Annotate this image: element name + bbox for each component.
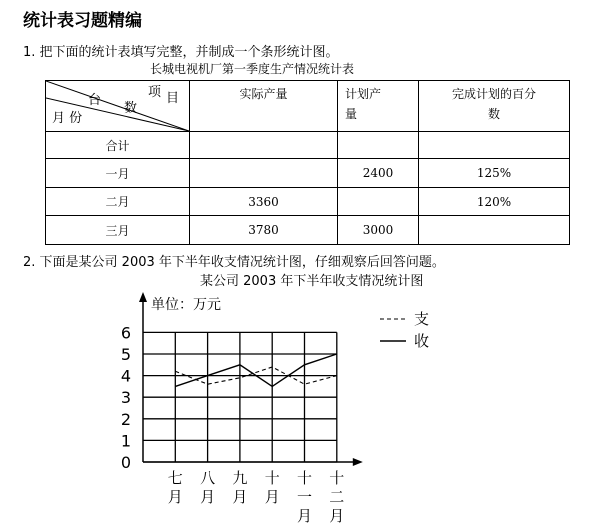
cell-actual: 3360 — [190, 188, 338, 216]
chart-legend — [380, 310, 429, 350]
line-chart — [0, 290, 615, 525]
cell-plan: 3000 — [338, 216, 419, 245]
row-label: 三月 — [46, 216, 190, 245]
row-label: 二月 — [46, 188, 190, 216]
y-tick-label: 5 — [120, 345, 131, 364]
cell-percent — [419, 216, 570, 245]
y-tick-label: 6 — [120, 323, 131, 343]
diag-label-yuefen: 月 份 — [52, 111, 83, 126]
cell-percent: 120% — [419, 188, 570, 216]
legend-label: 支 — [414, 310, 430, 328]
chart-caption: 某公司 2003 年下半年收支情况统计图 — [200, 274, 424, 289]
x-tick-label: 十 — [296, 469, 313, 487]
x-tick-label: 七 — [167, 469, 183, 487]
x-tick-label: 月 — [264, 488, 280, 506]
cell-plan — [338, 188, 419, 216]
table-header-row — [46, 81, 570, 132]
x-tick-label: 月 — [329, 507, 345, 525]
diag-label-shu: 数 — [124, 101, 138, 116]
x-tick-label: 月 — [296, 507, 313, 525]
table-row — [46, 159, 570, 188]
page-title: 统计表习题精编 — [23, 11, 142, 31]
y-tick-label: 2 — [120, 409, 131, 429]
y-axis-arrow — [139, 292, 147, 302]
question-1-text: 1. 把下面的统计表填写完整，并制成一个条形统计图。 — [23, 45, 339, 60]
x-tick-label: 十 — [329, 469, 345, 487]
cell-plan: 2400 — [338, 159, 419, 188]
series-line-income — [175, 354, 336, 386]
legend-label: 收 — [414, 332, 430, 350]
header-actual: 实际产量 — [190, 81, 338, 132]
x-tick-label: 月 — [167, 488, 183, 506]
y-tick-label: 3 — [120, 388, 131, 408]
x-tick-label: 月 — [232, 488, 248, 506]
cell-actual: 3780 — [190, 216, 338, 245]
diag-label-xiang: 项 — [148, 85, 162, 100]
cell-percent: 125% — [419, 159, 570, 188]
header-plan: 计划产 量 — [338, 81, 419, 132]
table-row — [46, 132, 570, 159]
x-tick-label: 二 — [329, 488, 345, 506]
chart-series — [175, 354, 336, 386]
x-tick-label: 月 — [200, 488, 216, 506]
table-row — [46, 216, 570, 245]
cell-actual — [190, 159, 338, 188]
question-2-text: 2. 下面是某公司 2003 年下半年收支情况统计图，仔细观察后回答问题。 — [23, 255, 445, 270]
chart-grid — [143, 332, 337, 462]
table-row — [46, 188, 570, 216]
x-tick-labels — [168, 469, 345, 525]
x-tick-label: 十 — [264, 469, 280, 487]
header-percent: 完成计划的百分 数 — [419, 81, 570, 132]
cell-actual — [190, 132, 338, 159]
cell-plan — [338, 132, 419, 159]
x-tick-label: 九 — [232, 469, 248, 487]
cell-percent — [419, 132, 570, 159]
y-tick-label: 4 — [120, 366, 131, 386]
y-tick-label: 1 — [120, 431, 131, 451]
diag-label-tai: 台 — [88, 93, 102, 108]
y-tick-label: 0 — [120, 453, 131, 472]
table-title: 长城电视机厂第一季度生产情况统计表 — [150, 62, 355, 76]
x-tick-label: 一 — [296, 488, 313, 506]
row-label: 一月 — [46, 159, 190, 188]
diagonal-header-cell — [46, 81, 190, 132]
diag-label-mu: 目 — [166, 91, 180, 106]
x-axis-arrow — [353, 458, 363, 466]
production-table — [45, 80, 570, 245]
y-tick-labels — [121, 323, 131, 472]
row-label: 合计 — [46, 132, 190, 159]
unit-label: 单位：万元 — [151, 297, 221, 313]
x-tick-label: 八 — [200, 469, 216, 487]
